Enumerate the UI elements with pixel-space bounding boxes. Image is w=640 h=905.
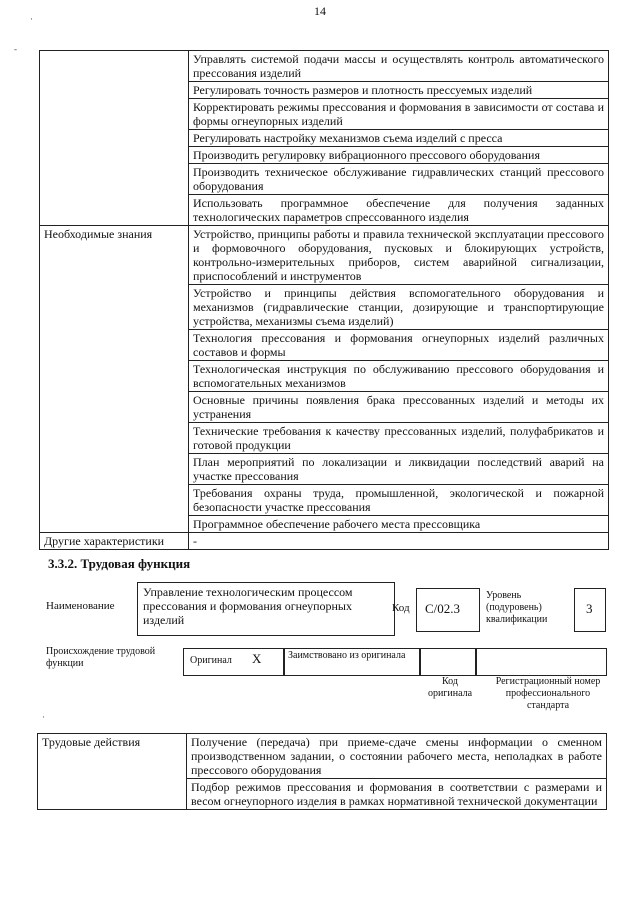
stray-mark: ·: [42, 712, 45, 722]
original-mark: X: [252, 651, 262, 666]
stray-mark: -: [14, 44, 17, 54]
row-text: Программное обеспечение рабочего места прессовщика: [189, 516, 609, 533]
level-box: [574, 588, 606, 632]
function-name: Управление технологическим процессом прессования и формования огнеупорных изделий: [143, 585, 353, 627]
row-text: Регулировать настройку механизмов съема изделий с пресса: [189, 130, 609, 147]
reg-number-cell: [475, 648, 607, 676]
table-row: [40, 51, 609, 82]
code-original-label: Код оригинала: [427, 676, 473, 699]
labor-actions-label: Трудовые действия: [38, 734, 187, 810]
row-label: Другие характеристики: [40, 533, 189, 550]
page-number: 14: [314, 4, 326, 18]
table-row: [40, 533, 609, 550]
row-text: -: [189, 533, 609, 550]
origin-label: Происхождение трудовой функции: [46, 646, 156, 669]
row-label: [40, 51, 189, 226]
row-text: Технические требования к качеству прессованных изделий, полуфабрикатов и готовой продукции: [189, 423, 609, 454]
code-box: [416, 588, 480, 632]
borrowed-cell: [283, 648, 421, 676]
skills-knowledge-table: [39, 50, 609, 550]
labor-actions-table: [37, 733, 607, 810]
row-text: Использовать программное обеспечение для получения заданных технологических параметров спрессованного изделия: [189, 195, 609, 226]
row-label: Необходимые знания: [40, 226, 189, 533]
labor-action-text: Подбор режимов прессования и формования в соответствии с размерами и весом огнеупорного изделия в рамках нормативной технической документации: [187, 779, 607, 810]
row-text: Устройство и принципы действия вспомогательного оборудования и механизмов (гидравлические станции, дозирующие и транспортирующие устройства, механизмы съема изделий): [189, 285, 609, 330]
borrowed-label: Заимствовано из оригинала: [288, 650, 406, 661]
row-text: Устройство, принципы работы и правила технической эксплуатации прессового и формовочного оборудования, пусковых и блокирующих устройств, контрольно-измерительных приборов, систем аварийной сигнализации, приспособлений и инструментов: [189, 226, 609, 285]
row-text: План мероприятий по локализации и ликвидации последствий аварий на участке прессования: [189, 454, 609, 485]
level-value: 3: [586, 601, 593, 616]
row-text: Требования охраны труда, промышленной, экологической и пожарной безопасности участке прессования: [189, 485, 609, 516]
labor-action-text: Получение (передача) при приеме-сдаче смены информации о сменном производственном задании, о состоянии рабочего места, неполадках в работе прессового оборудования: [187, 734, 607, 779]
row-text: Управлять системой подачи массы и осуществлять контроль автоматического прессования изделий: [189, 51, 609, 82]
row-text: Производить регулировку вибрационного прессового оборудования: [189, 147, 609, 164]
row-text: Регулировать точность размеров и плотность прессуемых изделий: [189, 82, 609, 99]
table-row: [38, 734, 607, 779]
original-label: Оригинал: [190, 655, 232, 666]
level-label: Уровень (подуровень) квалификации: [486, 590, 548, 625]
table-row: [40, 226, 609, 285]
code-label: Код: [392, 602, 410, 614]
code-value: С/02.3: [425, 601, 461, 616]
row-text: Производить техническое обслуживание гидравлических станций прессового оборудования: [189, 164, 609, 195]
row-text: Технологическая инструкция по обслуживанию прессового оборудования и вспомогательных механизмов: [189, 361, 609, 392]
row-text: Основные причины появления брака прессованных изделий и методы их устранения: [189, 392, 609, 423]
reg-number-label: Регистрационный номер профессионального стандарта: [495, 676, 601, 711]
stray-mark: ·: [30, 14, 33, 24]
row-text: Корректировать режимы прессования и формования в зависимости от состава и формы огнеупорных изделий: [189, 99, 609, 130]
function-name-box: [137, 582, 395, 636]
name-label: Наименование: [46, 600, 115, 612]
section-title: 3.3.2. Трудовая функция: [48, 556, 191, 571]
code-original-cell: [419, 648, 477, 676]
original-cell: [183, 648, 285, 676]
row-text: Технология прессования и формования огнеупорных изделий различных составов и формы: [189, 330, 609, 361]
